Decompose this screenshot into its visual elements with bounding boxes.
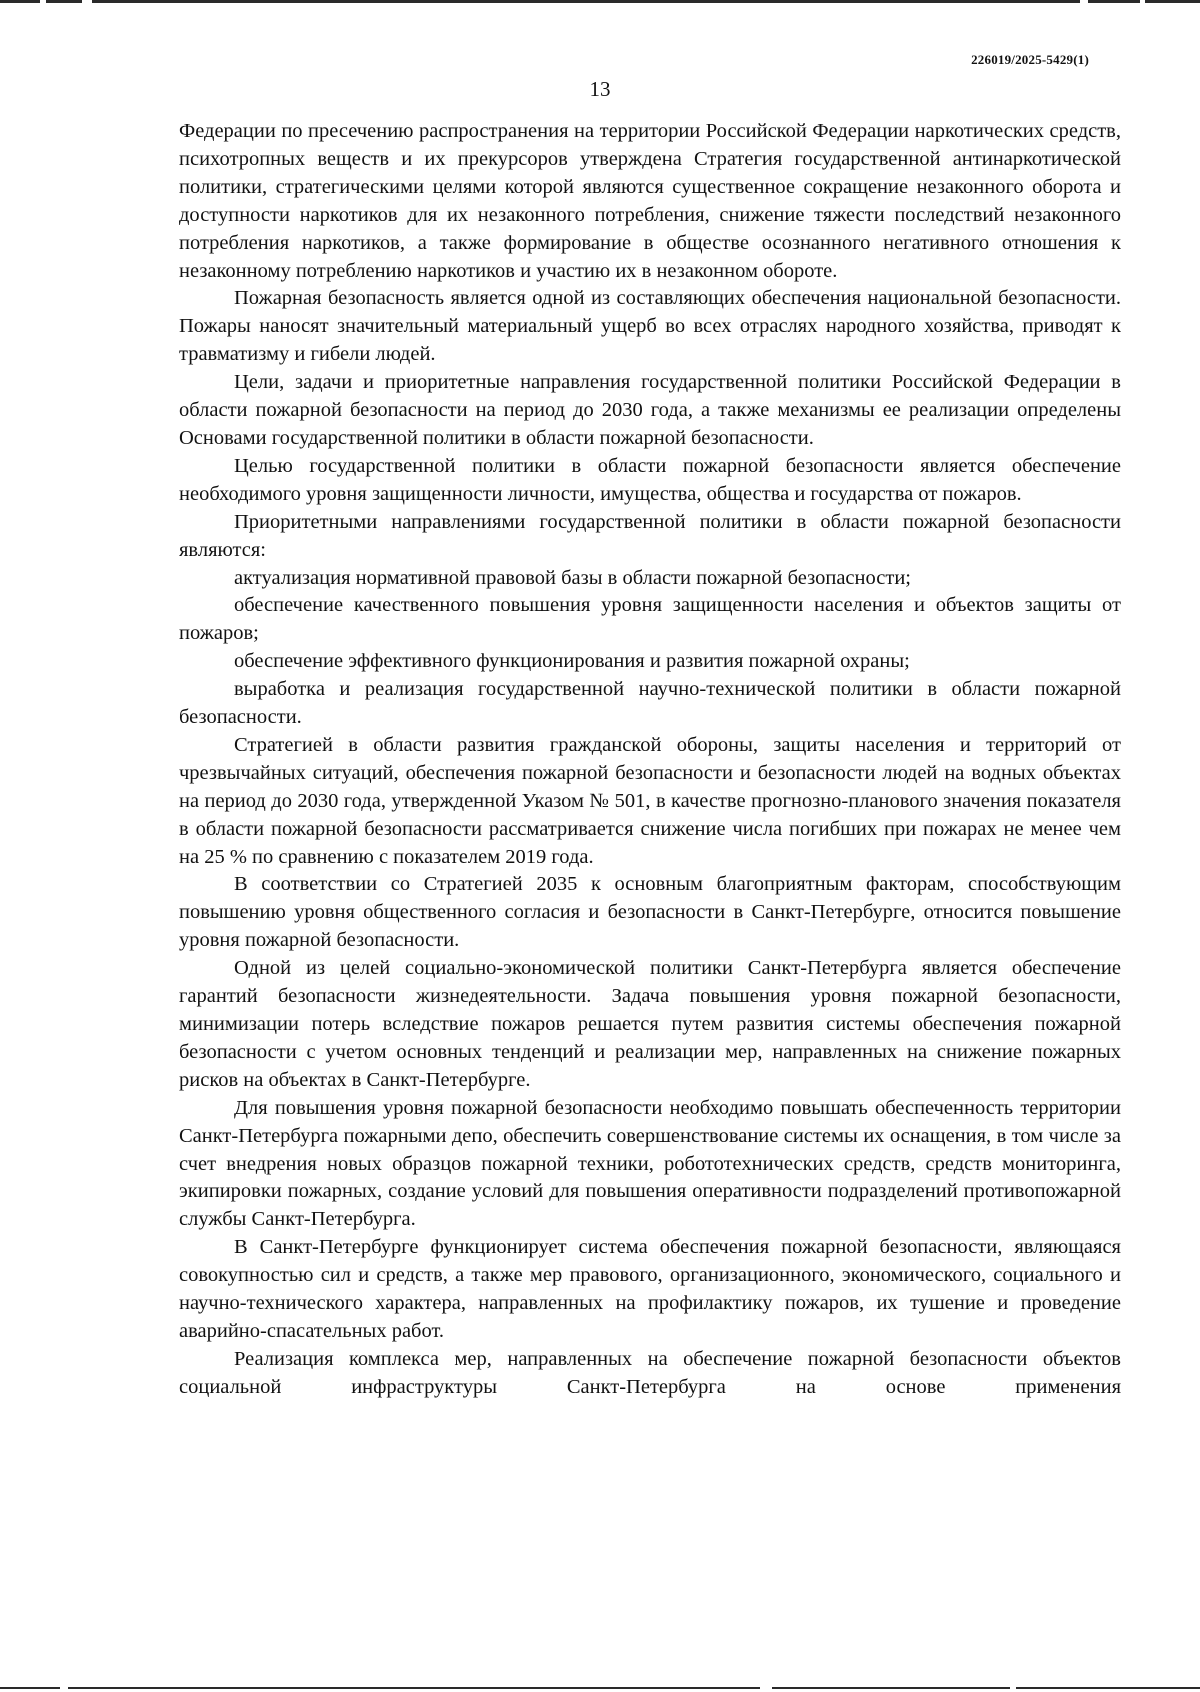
paragraph: В Санкт-Петербурге функционирует система обеспечения пожарной безопасности, являющаяся совокупностью сил и средств, а также мер правового, организационного, экономического, социального и научно-технического характера, направленных на профилактику пожаров, их тушение и проведение аварийно-спасательных работ. — [179, 1236, 1121, 1342]
list-item: выработка и реализация государственной научно-технической политики в области пожарной безопасности. — [179, 678, 1121, 729]
scan-edge-top — [0, 0, 1200, 3]
list-item: обеспечение качественного повышения уровня защищенности населения и объектов защиты от пожаров; — [179, 594, 1121, 645]
paragraph: Пожарная безопасность является одной из составляющих обеспечения национальной безопасности. Пожары наносят значительный материальный ущерб во всех отраслях народного хозяйства, приводят к травматизму и гибели людей. — [179, 287, 1121, 366]
list-item: обеспечение эффективного функционирования и развития пожарной охраны; — [234, 650, 910, 673]
page-number: 13 — [589, 77, 611, 101]
paragraph: Целью государственной политики в области пожарной безопасности является обеспечение необходимого уровня защищенности личности, имущества, общества и государства от пожаров. — [179, 454, 1121, 505]
scan-edge-bottom — [0, 1687, 1200, 1689]
document-body — [179, 118, 1121, 1402]
document-number: 226019/2025-5429(1) — [971, 52, 1089, 67]
paragraph: Одной из целей социально-экономической политики Санкт-Петербурга является обеспечение гарантий безопасности жизнедеятельности. Задача повышения уровня пожарной безопасности, минимизации потерь вследствие пожаров решается путем развития системы обеспечения пожарной безопасности с учетом основных тенденций и реализации мер, направленных на снижение пожарных рисков на объектах в Санкт-Петербурге. — [179, 957, 1121, 1091]
paragraph: Приоритетными направлениями государственной политики в области пожарной безопасности являются: — [179, 510, 1121, 561]
paragraph: Федерации по пресечению распространения на территории Российской Федерации наркотических средств, психотропных веществ и их прекурсоров утверждена Стратегия государственной антинаркотической политики, стратегическими целями которой являются существенное сокращение незаконного оборота и доступности наркотиков для их незаконного потребления, снижение тяжести последствий незаконного потребления наркотиков, а также формирование в обществе осознанного негативного отношения к незаконному потреблению наркотиков и участию их в незаконном обороте. — [179, 120, 1121, 282]
paragraph: Цели, задачи и приоритетные направления государственной политики Российской Федерации в области пожарной безопасности на период до 2030 года, а также механизмы ее реализации определены Основами государственной политики в области пожарной безопасности. — [179, 371, 1121, 449]
paragraph: В соответствии со Стратегией 2035 к основным благоприятным факторам, способствующим повышению уровня общественного согласия и безопасности в Санкт-Петербурге, относится повышение уровня пожарной безопасности. — [179, 873, 1121, 952]
list-item: актуализация нормативной правовой базы в области пожарной безопасности; — [234, 566, 911, 589]
paragraph: Для повышения уровня пожарной безопасности необходимо повышать обеспеченность территории Санкт-Петербурга пожарными депо, обеспечить совершенствование системы их оснащения, в том числе за счет внедрения новых образцов пожарной техники, робототехнических средств, средств мониторинга, экипировки пожарных, создание условий для повышения оперативности подразделений противопожарной службы Санкт-Петербурга. — [179, 1096, 1121, 1231]
paragraph: Стратегией в области развития гражданской обороны, защиты населения и территорий от чрезвычайных ситуаций, обеспечения пожарной безопасности и безопасности людей на водных объектах на период до 2030 года, утвержденной Указом № 501, в качестве прогнозно-планового значения показателя в области пожарной безопасности рассматривается снижение числа погибших при пожарах не менее чем на 25 % по сравнению с показателем 2019 года. — [179, 733, 1121, 868]
paragraph: Реализация комплекса мер, направленных на обеспечение пожарной безопасности объектов социальной инфраструктуры Санкт-Петербурга на основе применения — [179, 1347, 1121, 1398]
